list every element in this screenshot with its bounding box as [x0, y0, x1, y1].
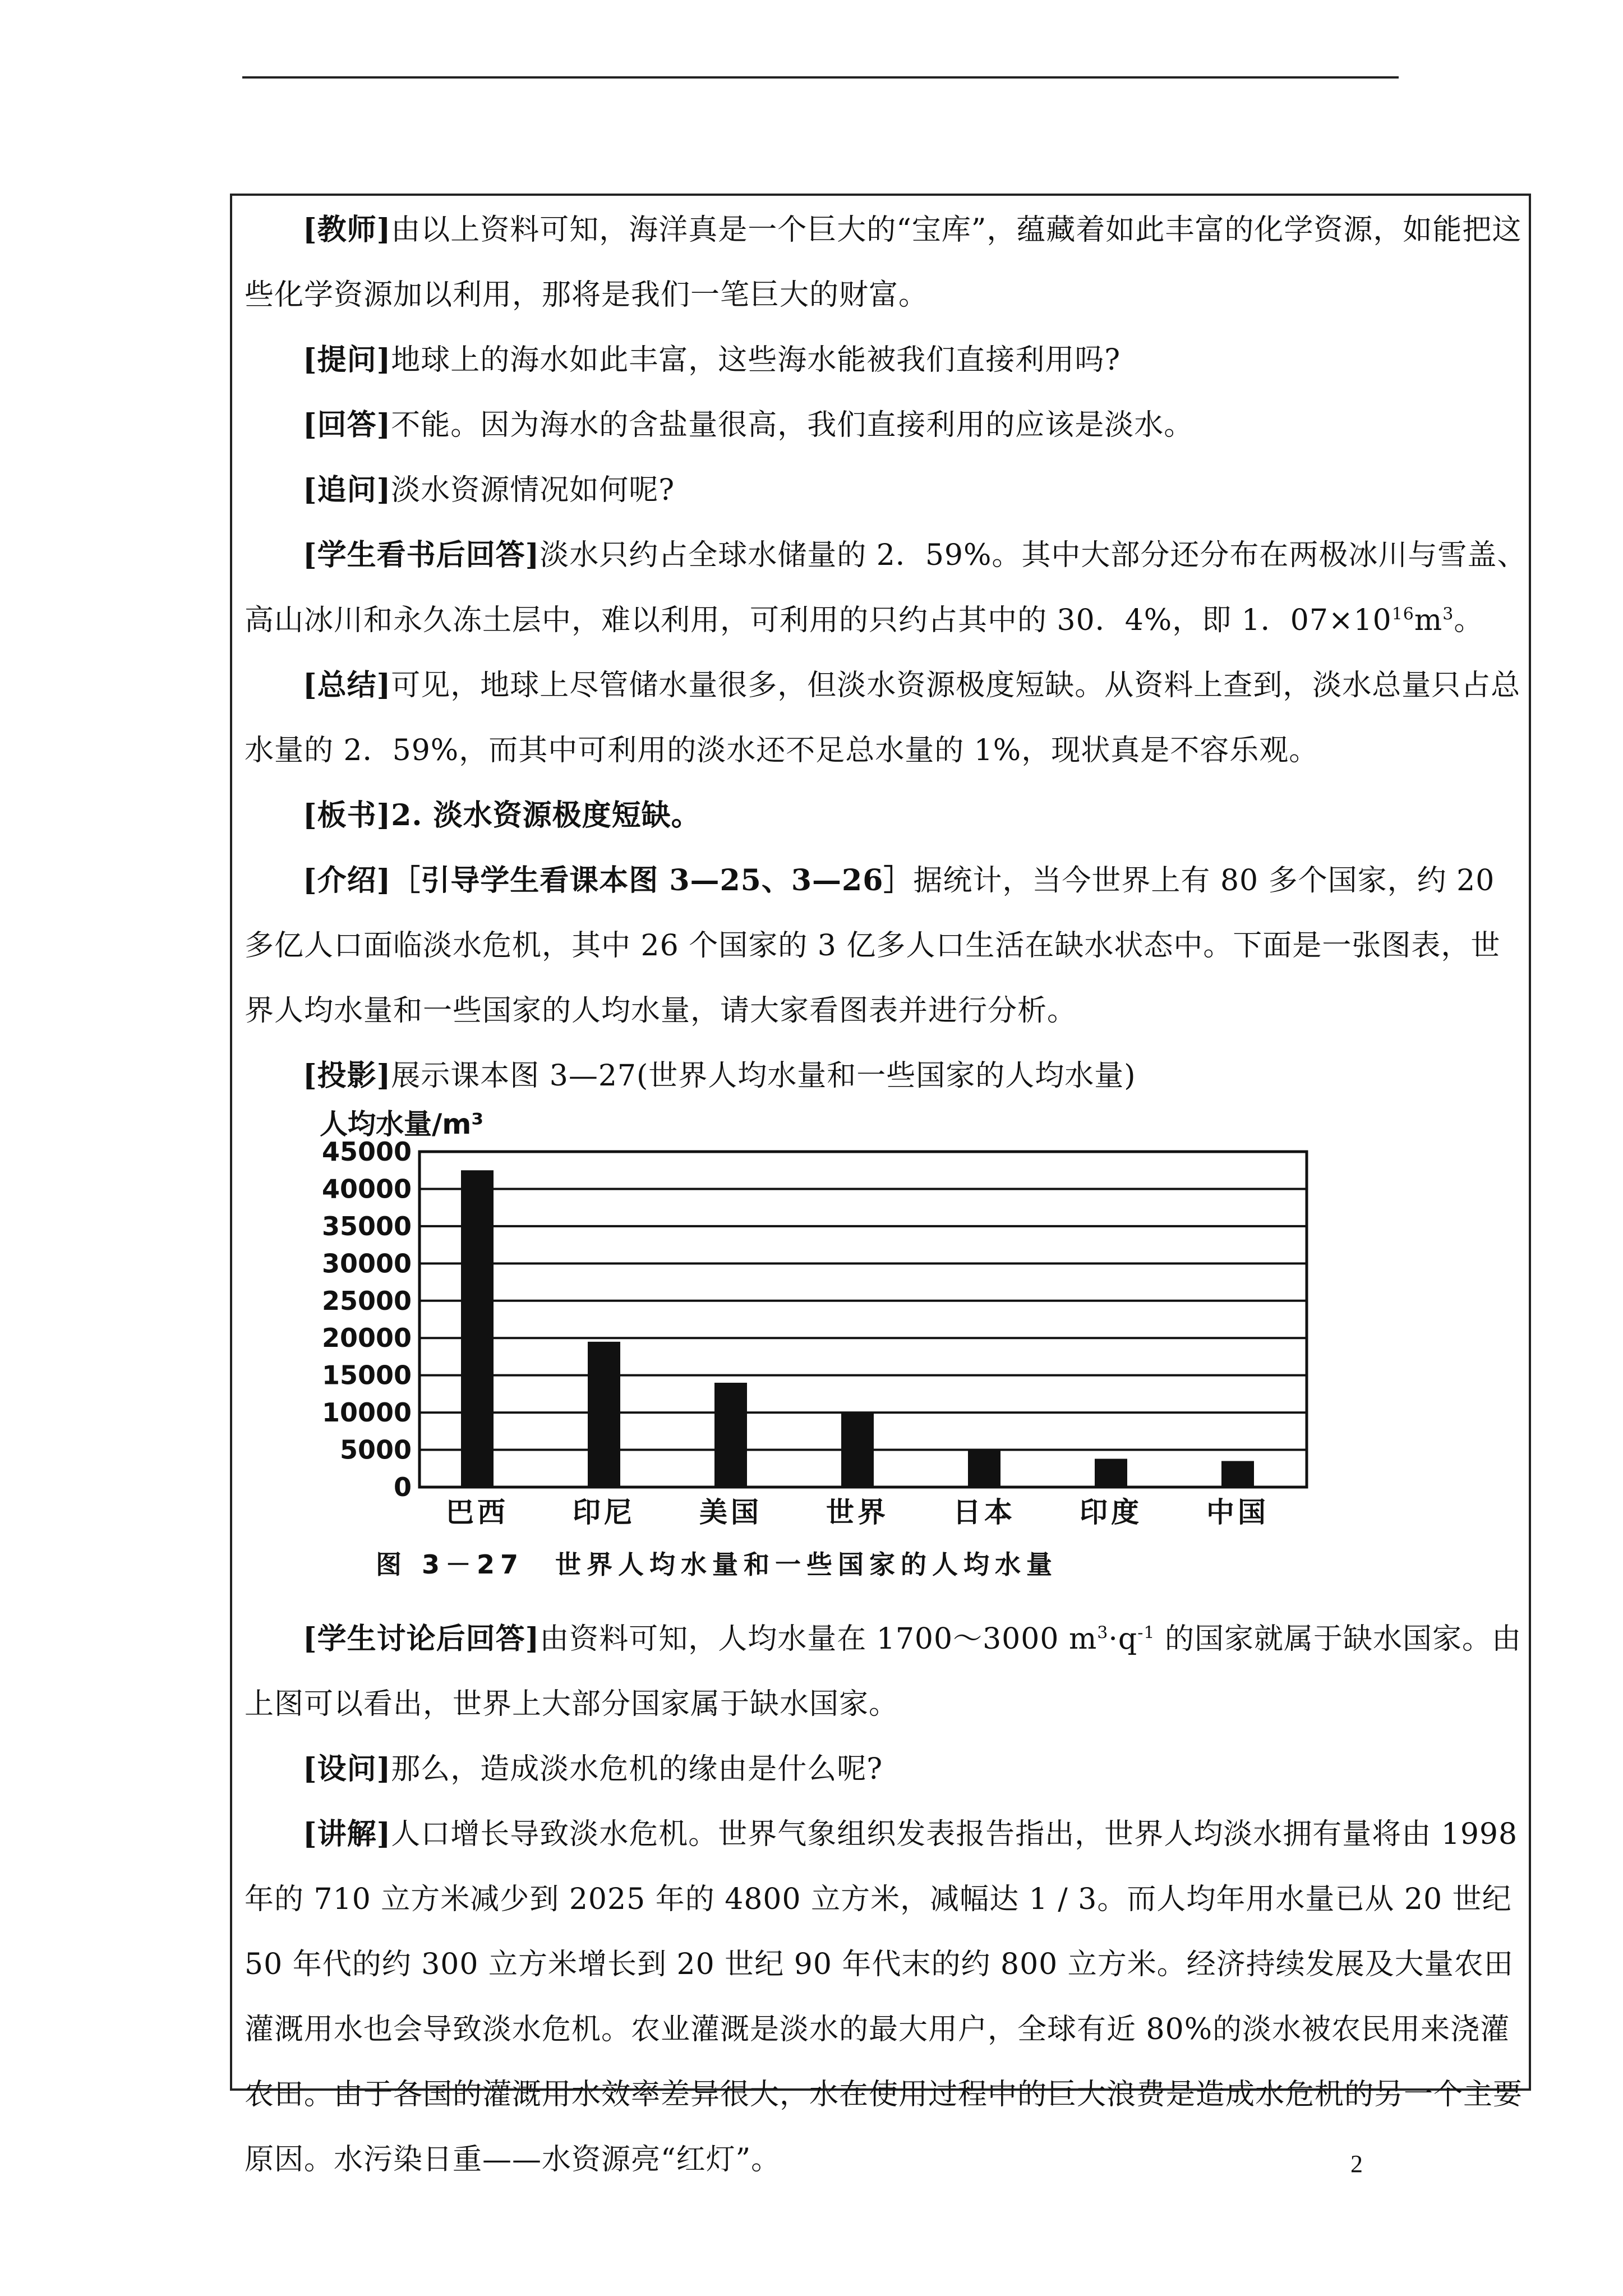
chart-x-tick-label: 日本 — [953, 1496, 1016, 1529]
paragraph-board — [245, 783, 1529, 848]
paragraph-set-question — [245, 1737, 1529, 1802]
superscript-minus-one: -1 — [1137, 1623, 1155, 1643]
chart-title: 图 3－27 世界人均水量和一些国家的人均水量 — [376, 1549, 1058, 1580]
chart-x-tick-label: 印度 — [1080, 1496, 1142, 1529]
tag-projection: [投影] — [303, 1059, 391, 1093]
period: 。 — [1454, 604, 1484, 637]
superscript-exponent: 16 — [1391, 604, 1414, 624]
text-explanation: 人口增长导致淡水危机。世界气象组织发表报告指出，世界人均淡水拥有量将由 1998 年的 710 立方米减少到 2025 年的 4800 立方米，减幅达 1 / 3。而人均年用水量已从 20 世纪 50 年代的约 300 立方米增长到 20 世纪 90 年代末的约 800 立方米。经济持续发展及大量农田灌溉用水也会导致淡水危机。农业灌溉是淡水的最大用户，全球有近 80%的淡水被农民用来浇灌农田。由于各国的灌溉用水效率差异很大，水在使用过程中的巨大浪费是造成水危机的另一个主要原因。水污染日重——水资源亮“红灯”。 — [245, 1818, 1523, 2177]
chart-y-tick-label: 40000 — [321, 1174, 412, 1204]
tag-guide: ［引导学生看课本图 3—25、3—26］ — [391, 863, 914, 898]
page-number: 2 — [1350, 2150, 1363, 2178]
chart-x-tick-label: 印尼 — [573, 1496, 635, 1529]
text-answer: 不能。因为海水的含盐量很高，我们直接利用的应该是淡水。 — [391, 408, 1194, 442]
header-rule — [242, 76, 1399, 79]
unit-q: ·q — [1108, 1622, 1138, 1656]
tag-set-question: [设问] — [303, 1752, 391, 1786]
tag-student-answer: [学生看书后回答] — [303, 538, 540, 572]
chart-bar — [841, 1412, 874, 1487]
chart-bar — [714, 1383, 747, 1487]
chart-bar — [461, 1170, 494, 1487]
tag-answer: [回答] — [303, 408, 391, 442]
chart-x-tick-label: 世界 — [826, 1496, 889, 1529]
chart-y-tick-label: 0 — [393, 1472, 412, 1502]
paragraph-intro — [245, 848, 1529, 1043]
tag-board: [板书] — [303, 798, 391, 832]
tag-followup: [追问] — [303, 473, 391, 507]
chart-y-axis-label: 人均水量/m³ — [320, 1108, 484, 1140]
paragraph-discussion — [245, 1607, 1529, 1737]
chart-y-tick-label: 30000 — [321, 1248, 412, 1279]
chart-x-tick-label: 中国 — [1206, 1496, 1269, 1529]
text-followup: 淡水资源情况如何呢? — [391, 473, 675, 507]
text-summary: 可见，地球上尽管储水量很多，但淡水资源极度短缺。从资料上查到，淡水总量只占总水量的 2．59%，而其中可利用的淡水还不足总水量的 1%，现状真是不容乐观。 — [245, 669, 1521, 767]
text-discussion: 由资料可知，人均水量在 1700～3000 m — [540, 1622, 1098, 1656]
text-student-answer: 淡水只约占全球水储量的 2．59%。其中大部分还分布在两极冰川与雪盖、高山冰川和永久冻土层中，难以利用，可利用的只约占其中的 30．4%，即 1．07×10 — [245, 539, 1527, 637]
text-set-question: 那么，造成淡水危机的缘由是什么呢? — [391, 1752, 883, 1786]
chart-y-tick-label: 25000 — [321, 1285, 412, 1316]
paragraph-followup — [245, 458, 1529, 523]
chart-y-tick-label: 5000 — [339, 1434, 412, 1465]
paragraph-projection — [245, 1043, 1529, 1108]
superscript-m3: 3 — [1097, 1623, 1109, 1643]
text-question: 地球上的海水如此丰富，这些海水能被我们直接利用吗? — [391, 343, 1121, 377]
chart-x-tick-label: 巴西 — [446, 1496, 509, 1529]
tag-explanation: [讲解] — [303, 1817, 391, 1851]
chart-bar — [588, 1342, 620, 1487]
paragraph-student-answer — [245, 523, 1529, 653]
text-teacher: 由以上资料可知，海洋真是一个巨大的“宝库”，蕴藏着如此丰富的化学资源，如能把这些化学资源加以利用，那将是我们一笔巨大的财富。 — [245, 213, 1522, 312]
chart-x-tick-label: 美国 — [699, 1496, 762, 1529]
paragraph-summary — [245, 653, 1529, 783]
text-discussion-rest: 的国家就属于缺水国家。由上图可以看出，世界上大部分国家属于缺水国家。 — [245, 1622, 1521, 1721]
chart-bar — [968, 1450, 1000, 1487]
paragraph-question — [245, 328, 1529, 393]
tag-summary: [总结] — [303, 668, 391, 702]
chart-y-ticks — [322, 1137, 412, 1502]
water-per-capita-bar-chart — [297, 1102, 1324, 1596]
tag-question: [提问] — [303, 343, 391, 377]
paragraph-answer — [245, 393, 1529, 458]
chart-bar — [1221, 1461, 1254, 1487]
unit-m: m — [1414, 604, 1443, 637]
superscript-cubic: 3 — [1442, 604, 1454, 624]
tag-intro: [介绍] — [303, 863, 391, 898]
chart-y-tick-label: 10000 — [321, 1397, 412, 1428]
chart-x-ticks — [446, 1496, 1269, 1529]
chart-y-tick-label: 20000 — [321, 1323, 412, 1354]
paragraph-explanation — [245, 1802, 1529, 2192]
chart-bars — [461, 1170, 1254, 1487]
paragraph-teacher — [245, 197, 1529, 328]
text-board: 2. 淡水资源极度短缺。 — [391, 798, 701, 832]
chart-y-tick-label: 35000 — [321, 1211, 412, 1241]
tag-teacher: [教师] — [303, 213, 391, 247]
text-intro: 据统计，当今世界上有 80 多个国家，约 20 多亿人口面临淡水危机，其中 26 个国家的 3 亿多人口生活在缺水状态中。下面是一张图表，世界人均水量和一些国家的人均水量，请大家看图表并进行分析。 — [245, 864, 1501, 1028]
text-projection: 展示课本图 3—27(世界人均水量和一些国家的人均水量) — [391, 1059, 1136, 1093]
chart-bar — [1095, 1459, 1127, 1487]
chart-y-tick-label: 45000 — [321, 1137, 412, 1167]
tag-discussion: [学生讨论后回答] — [303, 1622, 540, 1656]
chart-y-tick-label: 15000 — [321, 1360, 412, 1391]
